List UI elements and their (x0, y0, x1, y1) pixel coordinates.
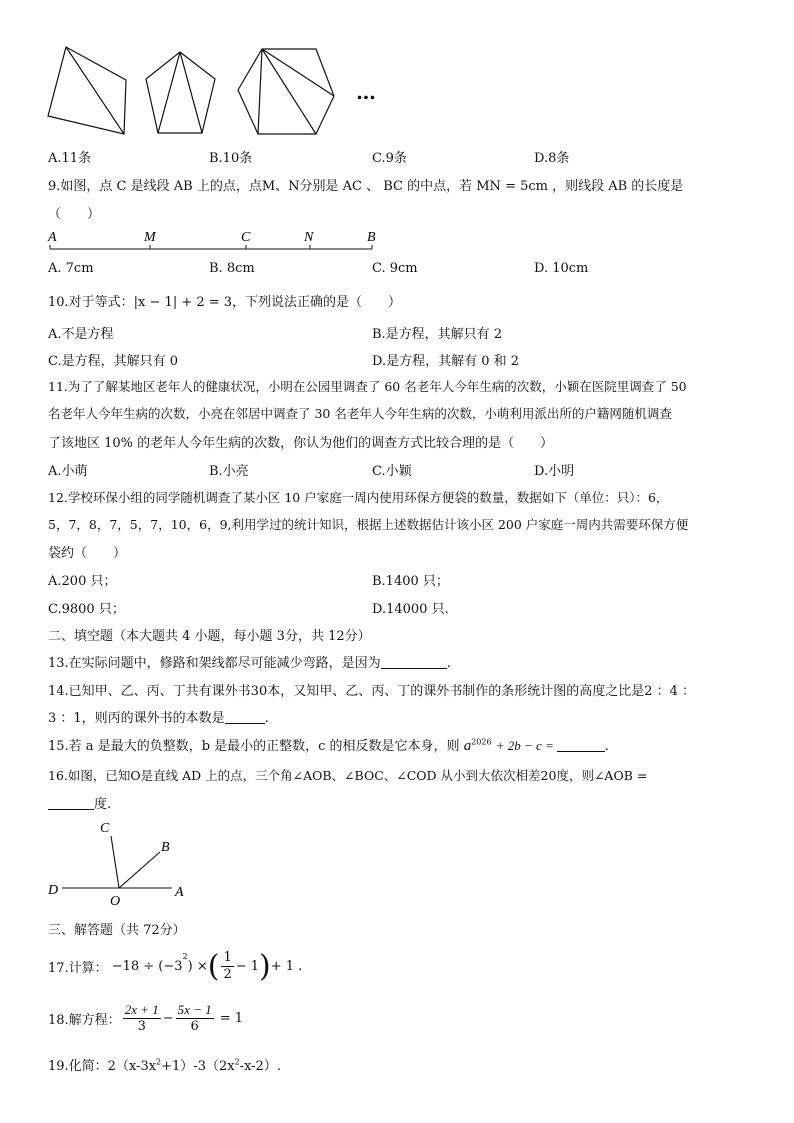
point-n-label: N (304, 230, 314, 245)
point-c-label: C (241, 230, 251, 245)
q11-option-c: C.小颖 (372, 464, 412, 479)
ray-ob (119, 852, 160, 888)
q13-answer-blank (381, 656, 447, 669)
quadrilateral (48, 47, 126, 134)
quadrilateral-diagonal (66, 47, 124, 134)
label-b: B (161, 840, 170, 855)
q16-answer-blank (48, 797, 94, 810)
q9-option-a: A. 7cm (48, 261, 94, 276)
point-b-label: B (367, 230, 376, 245)
q10-stem: 10.对于等式：|x − 1| + 2 = 3，下列说法正确的是（ ） (48, 295, 402, 310)
point-m-label: M (144, 230, 156, 245)
ray-oc (111, 836, 119, 888)
q12-line-1: 12.学校环保小组的同学随机调查了某小区 10 户家庭一周内使用环保方便袋的数量，数据如下（单位：只）：6， (48, 490, 669, 505)
q12-option-d: D.14000 只. (372, 602, 449, 617)
q12-option-c: C.9800 只； (48, 602, 125, 617)
q15: 15.若 a 是最大的负整数，b 是最小的正整数，c 的相反数是它本身，则 $a^{2026} + 2b - c$ = . (48, 737, 609, 754)
q10-option-d: D.是方程，其解有 0 和 2 (372, 354, 520, 369)
q10-option-c: C.是方程，其解只有 0 (48, 354, 179, 369)
section-3-heading: 三、解答题（共 72分） (48, 923, 186, 938)
q19: 19.化简：$2(x-3x^2+1)-3(2x^2-x-2)$. (48, 1057, 281, 1074)
q18-fraction-2: $\frac{5x - 1}{6}$ (177, 1002, 212, 1034)
q14-answer-blank (225, 711, 265, 724)
q9-segment-figure (44, 228, 384, 256)
q11-option-b: B.小亮 (209, 464, 249, 479)
q17-fraction: $\frac{1}{2}$ (223, 950, 232, 982)
q11-line-1: 11.为了了解某地区老年人的健康状况，小明在公园里调查了 60 名老年人今年生病的次数，小颖在医院里调查了 50 (48, 379, 687, 394)
ellipsis: … (356, 80, 376, 104)
q10-option-b: B.是方程，其解只有 2 (372, 327, 503, 342)
q12-line-2: 5，7，8，7，5，7，10，6，9,利用学过的统计知识，根据上述数据估计该小区 200 户家庭一周内共需要环保方便 (48, 517, 689, 532)
q18: 18.解方程： $\frac{2x + 1}{3}$ − $\frac{5x - 1}{6}$ = 1 (48, 1002, 243, 1034)
q9-stem: 9.如图，点 C 是线段 AB 上的点，点M、N分别是 AC 、 BC 的中点，若 MN = 5cm ，则线段 AB 的长度是 (48, 179, 684, 194)
q15-answer-blank (557, 739, 605, 752)
q12-option-a: A.200 只； (48, 574, 117, 589)
q17: 17.计算： −18 ÷ (−3 $^2$ ) × ( $\frac{1}{2}$ − 1 ) + 1 . (48, 948, 303, 984)
pentagon (146, 52, 215, 133)
label-a: A (175, 885, 184, 900)
q13-text: 13.在实际问题中，修路和架线都尽可能减少弯路，是因为 (48, 656, 381, 671)
label-d: D (48, 883, 59, 898)
q10-option-a: A.不是方程 (48, 327, 114, 342)
q16-line-2: 度. (48, 793, 111, 812)
point-a-label: A (48, 230, 57, 245)
label-c: C (100, 821, 110, 836)
q9-option-c: C. 9cm (372, 261, 418, 276)
q14-line-1: 14.已知甲、乙、丙、丁共有课外书30本，又知甲、乙、丙、丁的课外书制作的条形统计图的高度之比是2 ：4 ： (48, 684, 696, 699)
q12-option-b: B.1400 只； (372, 574, 449, 589)
q8-option-a: A.11条 (48, 151, 92, 166)
q9-option-d: D. 10cm (534, 261, 589, 276)
q8-option-b: B.10条 (209, 151, 253, 166)
q11-line-3: 了该地区 10% 的老年人今年生病的次数，你认为他们的调查方式比较合理的是（ ） (48, 436, 554, 451)
q8-option-c: C.9条 (372, 151, 407, 166)
q14-line-2: 3 ：1，则丙的课外书的本数是 . (48, 711, 269, 726)
q13: 13.在实际问题中，修路和架线都尽可能减少弯路，是因为 . (48, 656, 451, 671)
q11-line-2: 名老年人今年生病的次数，小亮在邻居中调查了 30 名老年人今年生病的次数，小萌利用派出所的户籍网随机调查 (48, 406, 672, 421)
q16-line-1: 16.如图，已知O是直线 AD 上的点，三个角∠AOB、∠BOC、∠COD 从小到大依次相差20度，则∠AOB = (48, 768, 648, 783)
q11-option-d: D.小明 (534, 464, 575, 479)
label-o: O (110, 894, 121, 908)
q12-line-3: 袋约（ ） (48, 546, 127, 561)
q8-option-d: D.8条 (534, 151, 570, 166)
hexagon (238, 49, 334, 134)
q16-angle-figure (44, 816, 204, 908)
q9-bracket: （ ） (48, 207, 101, 222)
q9-option-b: B. 8cm (209, 261, 255, 276)
polygon-diagonals-figure (44, 44, 404, 142)
section-2-heading: 二、填空题（本大题共 4 小题，每小题 3分，共 12分） (48, 629, 371, 644)
q11-option-a: A.小萌 (48, 464, 88, 479)
q18-fraction-1: $\frac{2x + 1}{3}$ (124, 1002, 159, 1034)
